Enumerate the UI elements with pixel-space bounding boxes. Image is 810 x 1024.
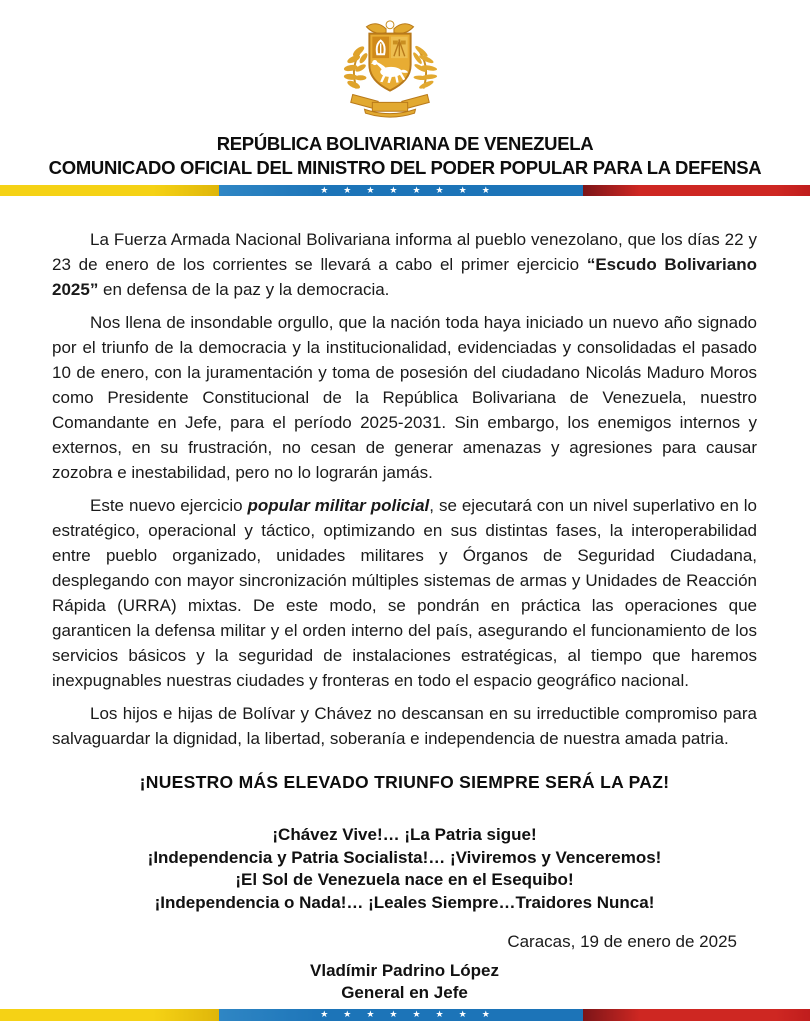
slogan-line-4: ¡Independencia o Nada!… ¡Leales Siempre…Traidores Nunca! <box>154 892 655 912</box>
text-run: en defensa de la paz y la democracia. <box>98 280 390 299</box>
text-run: La Fuerza Armada Nacional Bolivariana informa al pueblo venezolano, que los días 22 y 23 de enero de los corrientes se llevará a cabo el primer ejercicio <box>52 230 757 274</box>
text-run: Este nuevo ejercicio <box>90 496 248 515</box>
flag-bar-bottom <box>0 1009 810 1021</box>
slogan-line-1: ¡Chávez Vive!… ¡La Patria sigue! <box>272 825 537 844</box>
exercise-name-bold: “Escudo Bolivariano 2025” <box>52 255 757 299</box>
signatory-rank: General en Jefe <box>341 983 468 1002</box>
coat-of-arms-icon <box>330 14 450 122</box>
title-communique: COMUNICADO OFICIAL DEL MINISTRO DEL PODER POPULAR PARA LA DEFENSA <box>48 157 762 178</box>
header <box>0 132 810 180</box>
paragraph-commitment <box>52 701 757 751</box>
title-republic: REPÚBLICA BOLIVARIANA DE VENEZUELA <box>216 133 594 154</box>
paragraph-announcement <box>52 227 757 302</box>
flag-stars: ★★★★★★★★ <box>320 1010 505 1020</box>
popular-militar-policial-emphasis: popular militar policial <box>247 496 430 515</box>
dateline: Caracas, 19 de enero de 2025 <box>507 932 737 951</box>
slogans-block <box>52 824 757 914</box>
headline-peace: ¡NUESTRO MÁS ELEVADO TRIUNFO SIEMPRE SERÁ LA PAZ! <box>139 772 670 792</box>
paragraph-exercise-details <box>52 493 757 693</box>
flag-bar-top <box>0 185 810 196</box>
slogan-line-2: ¡Independencia y Patria Socialista!… ¡Viviremos y Venceremos! <box>147 847 662 867</box>
flag-stars: ★★★★★★★★ <box>320 186 505 196</box>
text-run: Nos llena de insondable orgullo, que la nación toda haya iniciado un nuevo año signado por el triunfo de la democracia y la institucionalidad, evidenciadas y consolidadas el pasado 10 de enero, con la juramentación y toma de posesión del ciudadano Nicolás Maduro Moros como Presidente Constitucional de la República Bolivariana de Venezuela, nuestro Comandante en Jefe, para el período 2025-2031. Sin embargo, los enemigos internos y externos, en su frustración, no cesan de generar amenazas y agresiones para causar zozobra e inestabilidad, pero no lo lograrán jamás. <box>52 313 757 482</box>
document-body <box>52 227 757 1004</box>
slogan-line-3: ¡El Sol de Venezuela nace en el Esequibo! <box>235 870 574 889</box>
text-run: Los hijos e hijas de Bolívar y Chávez no descansan en su irreductible compromiso para salvaguardar la dignidad, la libertad, soberanía e independencia de nuestra amada patria. <box>52 704 757 748</box>
paragraph-pride <box>52 310 757 485</box>
signature-block <box>52 960 757 1004</box>
signatory-name: Vladímir Padrino López <box>310 961 499 980</box>
text-run: , se ejecutará con un nivel superlativo en lo estratégico, operacional y táctico, optimizando en sus distintas fases, la interoperabilidad entre pueblo organizado, unidades militares y Órganos de Seguridad Ciudadana, desplegando con mayor sincronización múltiples sistemas de armas y Unidades de Reacción Rápida (URRA) mixtas. De este modo, se pondrán en práctica las operaciones que garanticen la defensa militar y el orden interno del país, asegurando el funcionamiento de los servicios básicos y la seguridad de instalaciones estratégicas, al tiempo que haremos inexpugnables nuestras ciudades y fronteras en todo el espacio geográfico nacional. <box>52 496 757 690</box>
